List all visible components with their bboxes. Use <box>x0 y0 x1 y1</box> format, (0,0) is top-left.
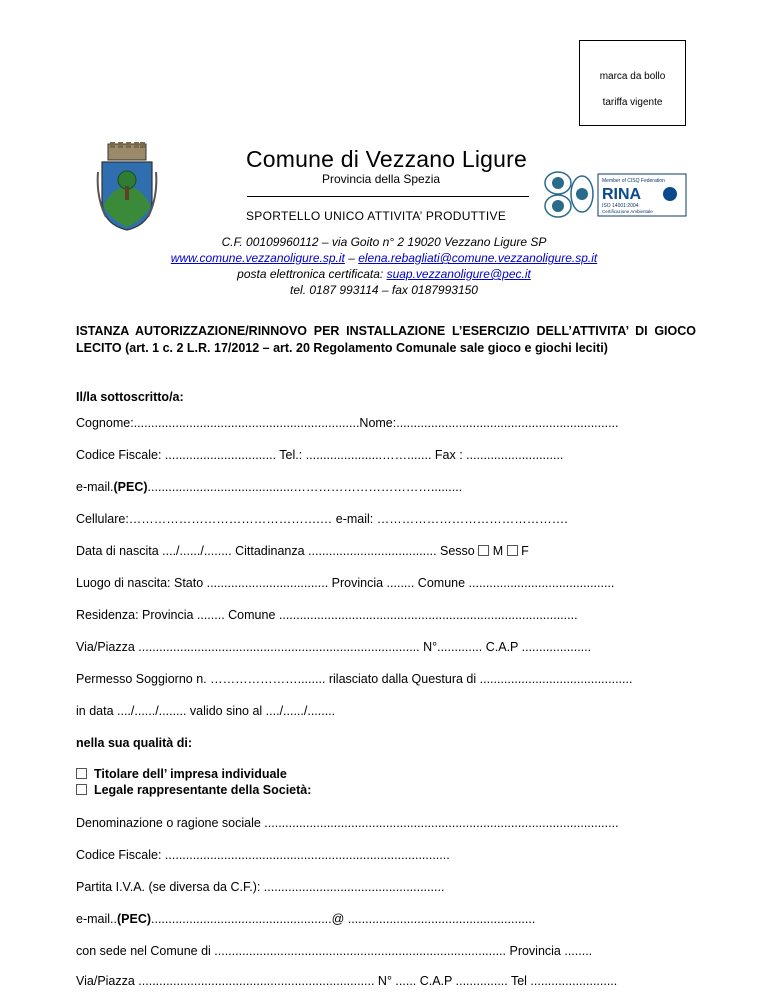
option-sole-trader[interactable] <box>76 767 287 781</box>
option-legal-rep[interactable] <box>76 783 311 797</box>
company-email-dots: ....................................................@ ...................................................... <box>151 912 536 926</box>
municipality-title: Comune di Vezzano Ligure <box>246 146 527 172</box>
stamp-box <box>579 40 686 126</box>
province-subtitle: Provincia della Spezia <box>322 172 441 186</box>
certification-logo <box>542 170 688 220</box>
form-heading: ISTANZA AUTORIZZAZIONE/RINNOVO PER INSTALLAZIONE L’ESERCIZIO DELL’ATTIVITA’ DI GIOCO LECITO (art. 1 c. 2 L.R. 17/2012 – art. 20 Regolamento Comunale sale gioco e giochi leciti) <box>76 324 696 355</box>
street-field[interactable]: Via/Piazza ................................................................................. N°............. C.A.P .................... <box>76 640 592 654</box>
legal-rep-checkbox[interactable] <box>76 784 87 795</box>
company-email-label: e-mail.. <box>76 912 117 926</box>
pec-tag: (PEC) <box>113 480 148 494</box>
headquarters-field[interactable]: con sede nel Comune di .................................................................................... Provincia ........ <box>76 944 593 958</box>
birth-label: Data di nascita ..../....../........ Cittadinanza ..................................... Sesso <box>76 544 479 558</box>
pec-link[interactable]: suap.vezzanoligure@pec.it <box>386 267 531 281</box>
email-label: e-mail. <box>76 480 114 494</box>
pec-line <box>0 267 768 281</box>
birthplace-field[interactable]: Luogo di nascita: Stato ................................... Provincia ........ Comune .......................................... <box>76 576 615 590</box>
residence-field[interactable]: Residenza: Provincia ........ Comune ...................................................................................... <box>76 608 578 622</box>
email-link[interactable]: elena.rebagliati@comune.vezzanoligure.sp.it <box>358 251 598 265</box>
cert-brand: RINA <box>602 186 642 203</box>
sex-f-checkbox[interactable] <box>507 545 518 556</box>
legal-rep-label: Legale rappresentante della Società: <box>93 783 312 797</box>
office-name: SPORTELLO UNICO ATTIVITA’ PRODUTTIVE <box>246 209 507 223</box>
web-links-line <box>0 251 768 265</box>
sole-trader-label: Titolare dell’ impresa individuale <box>93 767 287 781</box>
sex-f-label: F <box>517 544 529 558</box>
company-pec-tag: (PEC) <box>116 912 152 926</box>
fiscal-code-tel-fax-field[interactable]: Codice Fiscale: ................................ Tel.: ......................……....... Fax : ............................ <box>76 448 564 462</box>
capacity-label: nella sua qualità di: <box>76 736 192 750</box>
permit-date-field[interactable]: in data ..../....../........ valido sino al ..../....../........ <box>76 704 336 718</box>
email-dots: ..........................................……………………………......... <box>147 480 463 494</box>
municipal-crest-icon <box>96 142 158 232</box>
residence-permit-field[interactable]: Permesso Soggiorno n. …………………........ rilasciato dalla Questura di ............................................ <box>76 672 633 686</box>
birth-citizenship-sex-field[interactable] <box>76 544 529 558</box>
mobile-email-field[interactable]: Cellulare:……………………………………….… e-mail: ………………………………………. <box>76 512 568 526</box>
stamp-label: marca da bollo <box>599 71 666 82</box>
sole-trader-checkbox[interactable] <box>76 768 87 779</box>
pec-label: posta elettronica certificata: <box>237 267 387 281</box>
vat-number-field[interactable]: Partita I.V.A. (se diversa da C.F.): .................................................... <box>76 880 445 894</box>
cert-standard: ISO 14001:2004 <box>602 203 639 209</box>
company-email-pec-field[interactable] <box>76 912 535 926</box>
company-fiscal-code-field[interactable]: Codice Fiscale: .................................................................................. <box>76 848 450 862</box>
surname-name-field[interactable]: Cognome:.................................................................Nome:................................................................ <box>76 416 619 430</box>
sex-m-label: M <box>489 544 507 558</box>
phone-line: tel. 0187 993114 – fax 0187993150 <box>290 283 478 297</box>
stamp-tariff: tariffa vigente <box>602 97 663 108</box>
website-link[interactable]: www.comune.vezzanoligure.sp.it <box>170 251 345 265</box>
cert-description: Certificazione Ambientale <box>602 209 653 214</box>
cert-top: Member of CISQ Federation <box>602 178 665 184</box>
signer-label: Il/la sottoscritto/a: <box>76 390 184 404</box>
company-street-field[interactable]: Via/Piazza .................................................................... N° ...... C.A.P ............... Tel ......................... <box>76 974 618 988</box>
company-name-field[interactable]: Denominazione o ragione sociale ...................................................................................................... <box>76 816 619 830</box>
link-separator: – <box>344 251 359 265</box>
sex-m-checkbox[interactable] <box>478 545 489 556</box>
email-pec-field[interactable] <box>76 480 462 494</box>
address-line: C.F. 00109960112 – via Goito n° 2 19020 Vezzano Ligure SP <box>221 235 547 249</box>
header-divider <box>247 196 529 197</box>
